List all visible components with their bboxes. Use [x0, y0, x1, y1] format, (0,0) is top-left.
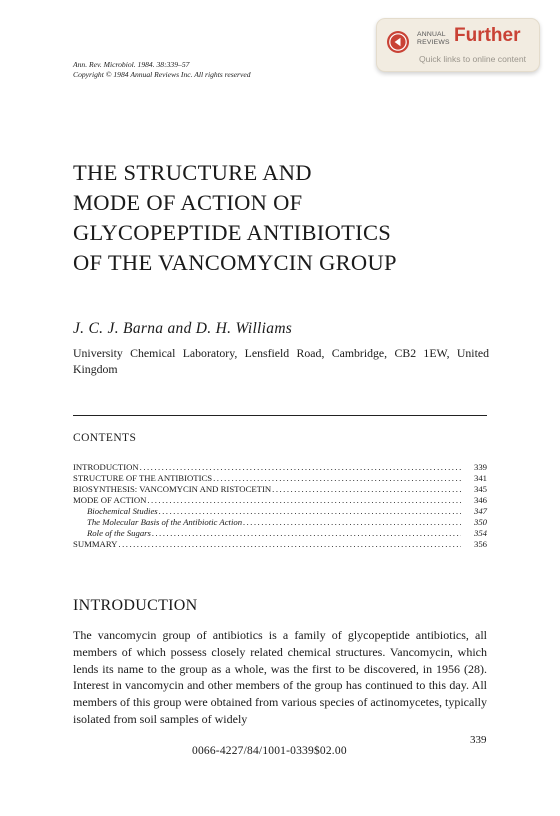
toc-entry-biochemical-studies[interactable] [73, 506, 487, 517]
toc-entry-summary[interactable] [73, 539, 487, 550]
toc-entry-molecular-basis[interactable] [73, 517, 487, 528]
toc-leader [213, 473, 461, 484]
journal-citation: Ann. Rev. Microbiol. 1984. 38:339–57 [73, 60, 190, 69]
authors: J. C. J. Barna and D. H. Williams [73, 320, 293, 337]
toc-entry-mode-of-action[interactable] [73, 495, 487, 506]
toc-leader [118, 539, 461, 550]
title-line: GLYCOPEPTIDE ANTIBIOTICS [73, 220, 392, 245]
toc-page: 341 [473, 473, 487, 483]
play-icon [387, 31, 409, 53]
copyright-notice: Copyright © 1984 Annual Reviews Inc. All rights reserved [73, 70, 251, 79]
toc-leader [147, 495, 461, 506]
toc-entry-biosynthesis[interactable] [73, 484, 487, 495]
toc-page: 339 [473, 462, 487, 472]
toc-entry-role-of-sugars[interactable] [73, 528, 487, 539]
badge-subtitle: Quick links to online content [419, 54, 527, 64]
title-line: THE STRUCTURE AND [73, 160, 312, 185]
toc-leader [243, 517, 461, 528]
introduction-paragraph: The vancomycin group of antibiotics is a family of glycopeptide antibiotics, all members of which possess closely related chemical structures. Vancomycin, which lends its name to the group as a whole, was the first to be discovered, in 1956 (28). Interest in vancomycin and other members of the group has continued to this day. All members of this group were obtained from various species of actinomycetes, typically isolated from soil samples of widely [73, 628, 487, 726]
journal-citation-block [73, 60, 251, 80]
toc-leader [159, 506, 461, 517]
further-links-badge[interactable] [376, 18, 540, 72]
title-line: OF THE VANCOMYCIN GROUP [73, 250, 397, 275]
toc-leader [272, 484, 461, 495]
title-line: MODE OF ACTION OF [73, 190, 303, 215]
toc-page: 356 [473, 539, 487, 549]
toc-label: STRUCTURE OF THE ANTIBIOTICS [73, 473, 213, 483]
badge-reviews: REVIEWS [417, 39, 450, 46]
page-number: 339 [470, 734, 487, 746]
badge-annual: ANNUAL [417, 31, 446, 38]
toc-page: 347 [473, 506, 487, 516]
affiliation: University Chemical Laboratory, Lensfield Road, Cambridge, CB2 1EW, United Kingdom [73, 346, 489, 376]
badge-further: Further [454, 25, 521, 46]
toc-label: Role of the Sugars [87, 528, 151, 538]
article-title [73, 158, 397, 278]
toc-label: Biochemical Studies [87, 506, 158, 516]
toc-label: INTRODUCTION [73, 462, 139, 472]
article-code: 0066-4227/84/1001-0339$02.00 [192, 745, 347, 757]
toc-leader [140, 462, 461, 473]
toc-label: MODE OF ACTION [73, 495, 147, 505]
toc-label: SUMMARY [73, 539, 118, 549]
toc-entry-introduction[interactable] [73, 462, 487, 473]
introduction-heading: INTRODUCTION [73, 597, 198, 614]
toc-page: 345 [473, 484, 487, 494]
divider [73, 415, 487, 416]
table-of-contents [73, 462, 487, 550]
toc-page: 350 [473, 517, 487, 527]
toc-entry-structure[interactable] [73, 473, 487, 484]
contents-heading: CONTENTS [73, 432, 137, 444]
toc-page: 354 [473, 528, 487, 538]
toc-leader [152, 528, 461, 539]
toc-label: BIOSYNTHESIS: VANCOMYCIN AND RISTOCETIN [73, 484, 272, 494]
toc-label: The Molecular Basis of the Antibiotic Action [87, 517, 243, 527]
toc-page: 346 [473, 495, 487, 505]
badge-annual-reviews-text [417, 31, 450, 47]
